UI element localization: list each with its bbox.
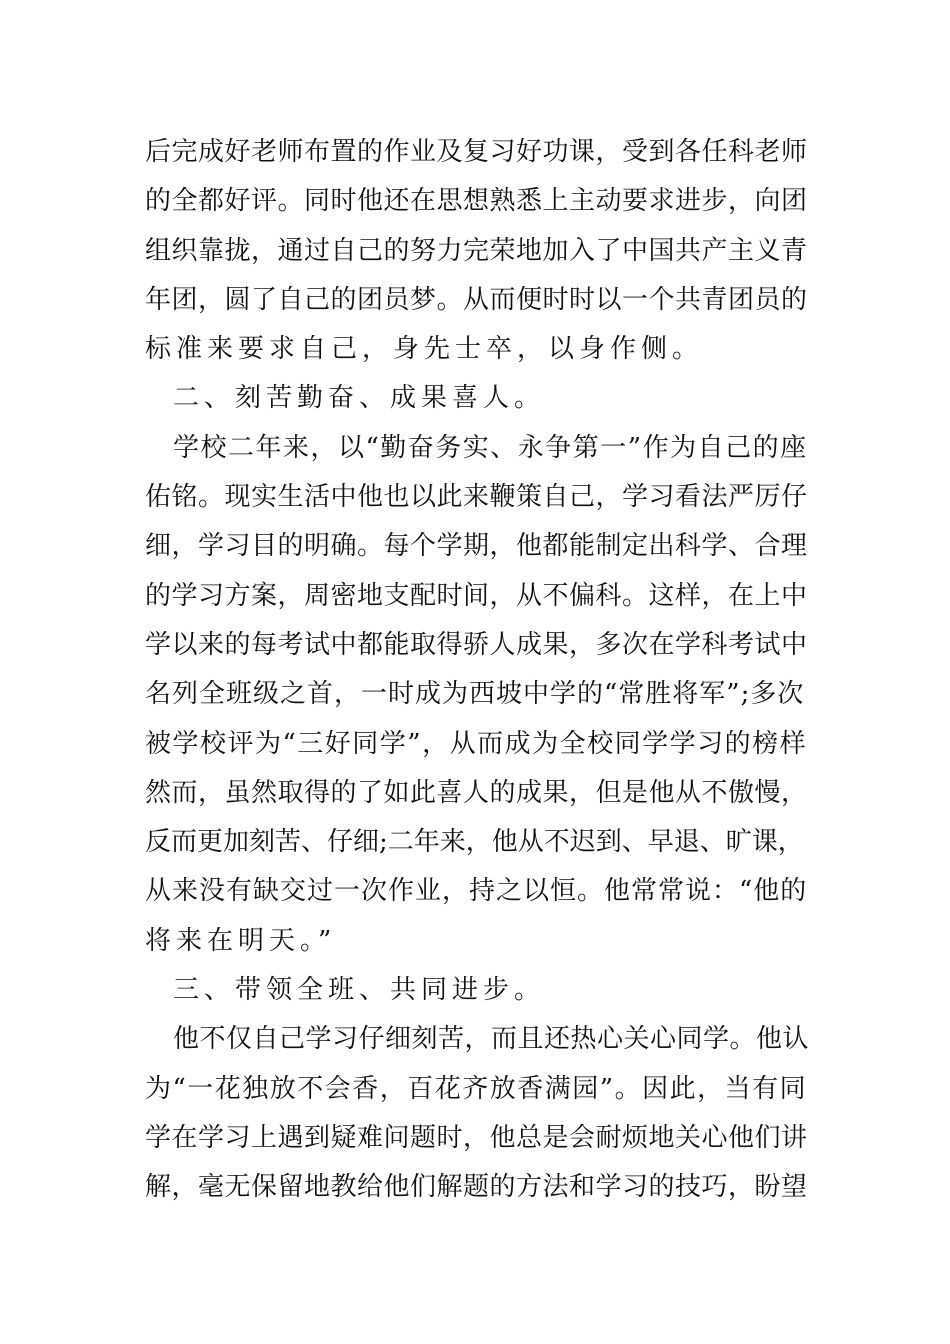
text-line: 然而，虽然取得的了如此喜人的成果，但是他从不傲慢， [145, 777, 808, 808]
text-line: 组织靠拢，通过自己的努力完荣地加入了中国共产主义青 [145, 235, 808, 266]
text-line: 学校二年来，以“勤奋务实、永争第一”作为自己的座 [173, 432, 808, 463]
text-line: 标准来要求自己，身先士卒，以身作侧。 [145, 334, 704, 365]
text-line: 学以来的每考试中都能取得骄人成果，多次在学科考试中 [145, 629, 808, 660]
text-line: 将来在明天。” [145, 925, 337, 956]
document-body [145, 128, 810, 1213]
text-line: 年团，圆了自己的团员梦。从而便时时以一个共青团员的 [145, 284, 808, 315]
text-line: 为“一花独放不会香，百花齐放香满园”。因此，当有同 [145, 1073, 808, 1104]
text-line: 解，毫无保留地教给他们解题的方法和学习的技巧，盼望 [145, 1172, 808, 1203]
text-line: 名列全班级之首，一时成为西坡中学的“常胜将军”;多次 [145, 679, 805, 710]
text-line: 他不仅自己学习仔细刻苦，而且还热心关心同学。他认 [173, 1024, 810, 1055]
text-line: 被学校评为“三好同学”，从而成为全校同学学习的榜样 [145, 728, 808, 759]
text-line: 的学习方案，周密地支配时间，从不偏科。这样，在上中 [145, 580, 808, 611]
text-line: 反而更加刻苦、仔细;二年来，他从不迟到、早退、旷课， [145, 827, 804, 858]
text-line: 学在学习上遇到疑难问题时，他总是会耐烦地关心他们讲 [145, 1122, 808, 1153]
text-line: 从来没有缺交过一次作业，持之以恒。他常常说：“他的 [145, 876, 808, 907]
section-heading: 三、带领全班、共同进步。 [173, 975, 546, 1006]
text-line: 佑铭。现实生活中他也以此来鞭策自己，学习看法严厉仔 [145, 482, 808, 513]
text-line: 的全都好评。同时他还在思想熟悉上主动要求进步，向团 [145, 186, 808, 217]
text-line: 后完成好老师布置的作业及复习好功课，受到各任科老师 [145, 137, 808, 167]
section-heading: 二、刻苦勤奋、成果喜人。 [173, 383, 546, 414]
text-line: 细，学习目的明确。每个学期，他都能制定出科学、合理 [145, 531, 808, 562]
